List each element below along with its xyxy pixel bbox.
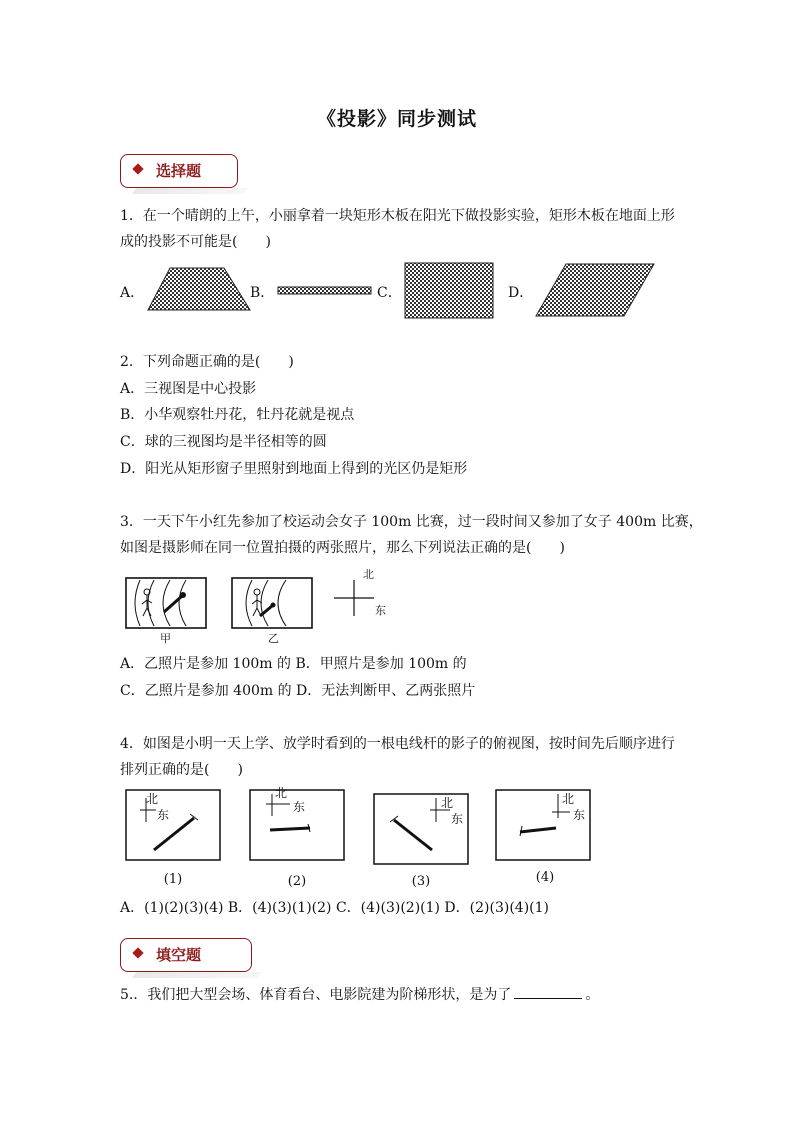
q5-end: 。	[585, 987, 600, 1003]
compass-icon	[334, 580, 374, 616]
q2-option-c: C．球的三视图均是半径相等的圆	[120, 434, 327, 450]
q1-option-c-label: C．	[377, 285, 402, 301]
q4-fig3-north: 北	[441, 796, 454, 810]
trapezoid-shape	[148, 268, 250, 310]
parallelogram-shape	[536, 264, 654, 316]
q4-figure-4	[496, 790, 590, 860]
q1-figures	[140, 260, 670, 322]
section-tag	[120, 154, 238, 188]
q4-caption-3: (3)	[411, 874, 431, 889]
q4-figures	[120, 786, 620, 866]
diamond-icon	[132, 947, 143, 958]
q1-stem-line2: 成的投影不可能是( )	[120, 234, 271, 250]
q4-stem-line2: 排列正确的是( )	[120, 762, 243, 778]
q4-fig2-east: 东	[293, 800, 306, 814]
q4-caption-4: (4)	[535, 870, 555, 885]
diamond-icon	[132, 163, 143, 174]
q4-fig1-east: 东	[157, 808, 170, 822]
q3-stem-line1: 3．一天下午小红先参加了校运动会女子 100m 比赛，过一段时间又参加了女子 400m 比赛，	[120, 514, 703, 530]
section-shadow	[131, 972, 262, 978]
q4-caption-2: (2)	[287, 874, 307, 889]
q4-fig4-north: 北	[562, 792, 575, 806]
q4-fig3-east: 东	[451, 812, 464, 826]
page-title: 《投影》同步测试	[316, 108, 477, 130]
q3-stem-line2: 如图是摄影师在同一位置拍摄的两张照片，那么下列说法正确的是( )	[120, 540, 565, 556]
q4-stem-line1: 4．如图是小明一天上学、放学时看到的一根电线杆的影子的俯视图，按时间先后顺序进行	[120, 736, 675, 752]
q4-fig2-north: 北	[275, 786, 288, 800]
q4-fig4-east: 东	[573, 808, 586, 822]
q1-option-d-label: D．	[508, 285, 534, 301]
q5-answer-blank[interactable]	[514, 984, 582, 999]
q4-figure-3	[374, 794, 468, 864]
q3-photo2-caption: 乙	[268, 632, 279, 645]
q3-options-cd: C．乙照片是参加 400m 的 D．无法判断甲、乙两张照片	[120, 683, 476, 699]
q4-fig1-north: 北	[146, 792, 159, 806]
q2-option-b: B．小华观察牡丹花，牡丹花就是视点	[120, 407, 355, 423]
q4-caption-1: (1)	[163, 872, 183, 887]
q3-options-ab: A．乙照片是参加 100m 的 B．甲照片是参加 100m 的	[120, 656, 467, 672]
segment-shape	[278, 287, 371, 294]
section-shadow	[131, 188, 248, 194]
q3-photo1-caption: 甲	[160, 632, 171, 645]
q2-option-d: D．阳光从矩形窗子里照射到地面上得到的光区仍是矩形	[120, 461, 468, 477]
section-tag	[120, 938, 252, 972]
q3-north-label: 北	[363, 568, 374, 581]
q5-text: 5.．我们把大型会场、体育看台、电影院建为阶梯形状，是为了	[120, 987, 512, 1003]
q3-east-label: 东	[375, 604, 386, 617]
photo-jia	[126, 578, 206, 628]
q4-figure-1	[126, 790, 220, 860]
section-header-fill	[120, 938, 260, 978]
section-label: 填空题	[156, 946, 202, 964]
q1-option-b-label: B．	[250, 285, 275, 301]
q1-stem-line1: 1．在一个晴朗的上午，小丽拿着一块矩形木板在阳光下做投影实验，矩形木板在地面上形	[120, 208, 675, 224]
q1-option-a-label: A．	[120, 285, 145, 301]
q2-option-a: A．三视图是中心投影	[120, 381, 257, 397]
photo-yi	[232, 578, 312, 628]
rectangle-shape	[405, 263, 493, 318]
q4-options: A．(1)(2)(3)(4) B．(4)(3)(1)(2) C．(4)(3)(2)(1) D．(2)(3)(4)(1)	[120, 900, 549, 916]
section-header-choice	[120, 154, 246, 194]
q5-line	[120, 984, 599, 1005]
section-label: 选择题	[156, 162, 202, 180]
q2-stem: 2．下列命题正确的是( )	[120, 354, 294, 370]
